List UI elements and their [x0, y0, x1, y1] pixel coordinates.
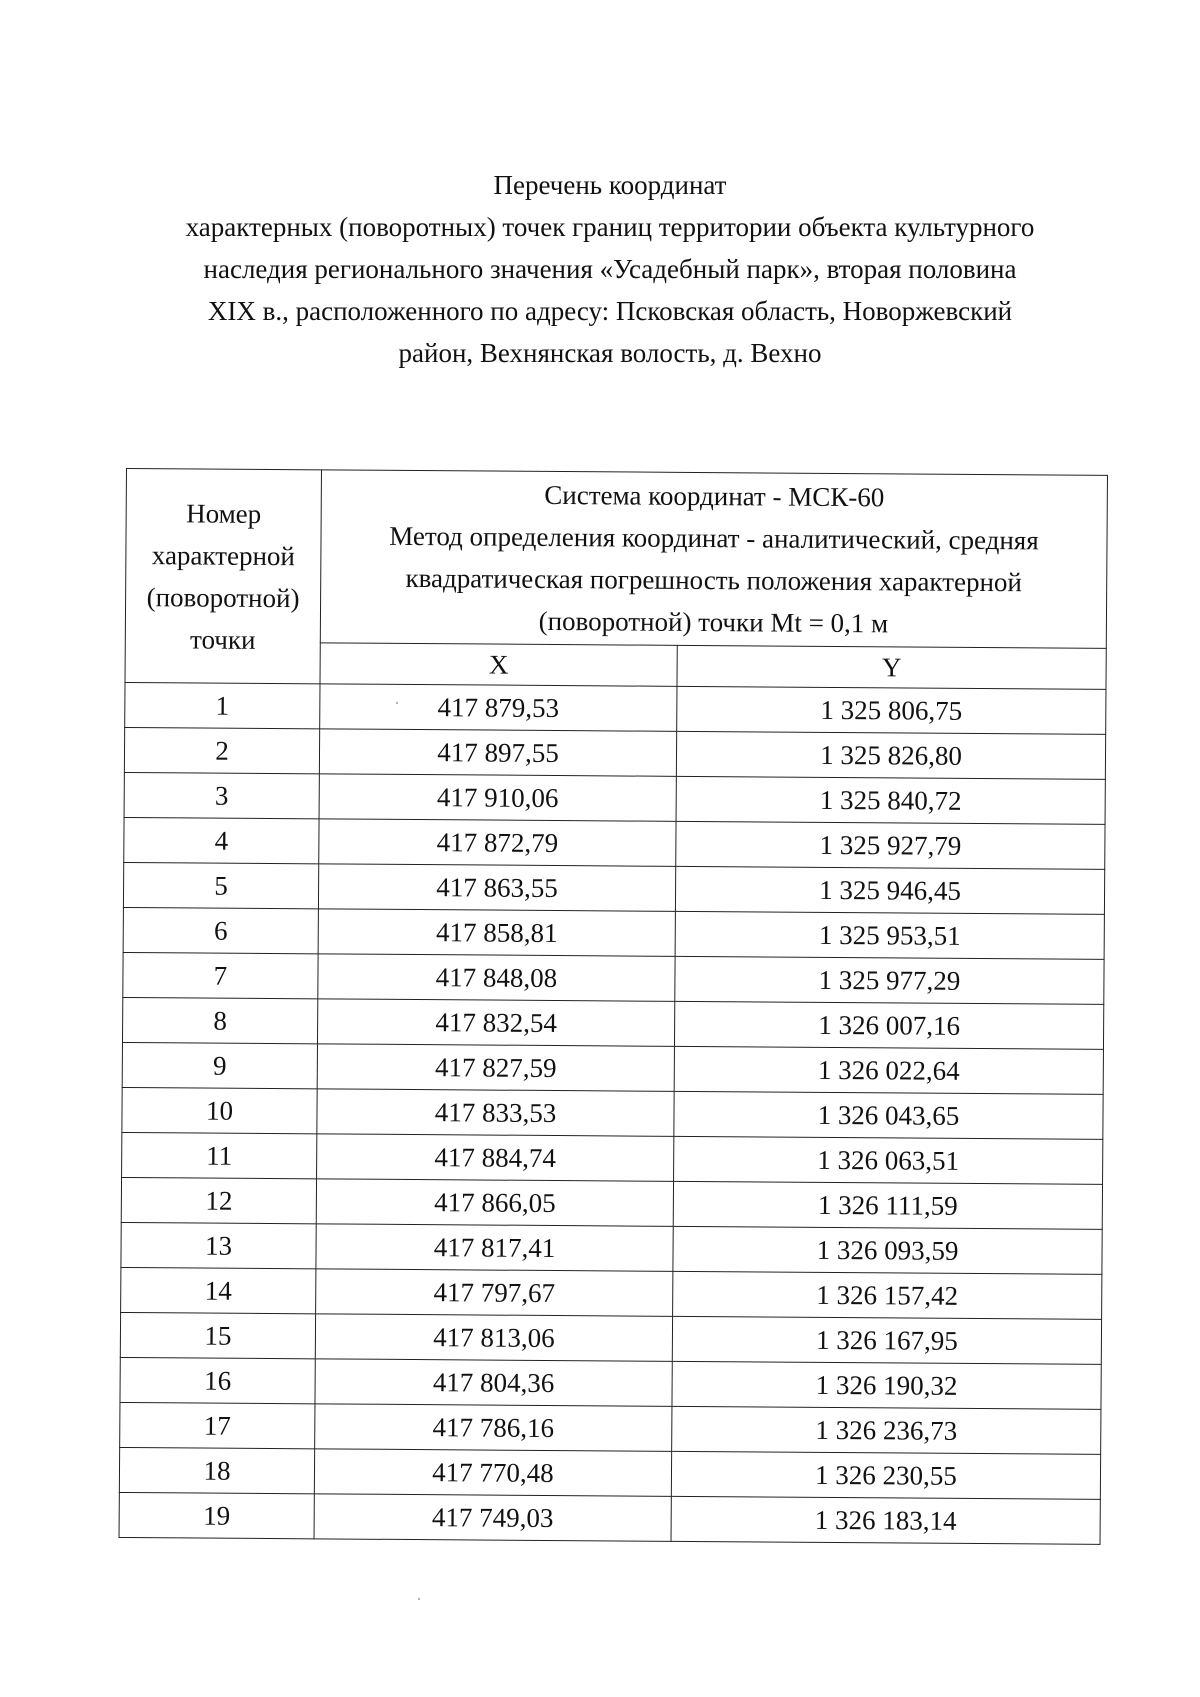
header-line: (поворотной) точки Mt = 0,1 м: [538, 605, 889, 639]
y-coordinate-cell: 1 326 022,64: [674, 1046, 1103, 1094]
y-coordinate-cell: 1 325 840,72: [676, 776, 1105, 824]
point-number-cell: 16: [120, 1357, 315, 1403]
header-line: Система координат - МСК-60: [544, 479, 885, 513]
table-row: [124, 772, 1105, 824]
table-row: [120, 1357, 1101, 1409]
point-number-cell: 18: [119, 1447, 314, 1493]
y-coordinate-cell: 1 325 977,29: [675, 956, 1104, 1004]
table-row: [123, 952, 1104, 1004]
x-coordinate-cell: 417 749,03: [314, 1494, 671, 1541]
y-coordinate-cell: 1 326 183,14: [671, 1496, 1100, 1544]
point-number-cell: 10: [122, 1087, 317, 1133]
header-line: квадратическая погрешность положения характерной: [405, 562, 1023, 598]
y-coordinate-cell: 1 326 236,73: [672, 1406, 1101, 1454]
point-number-cell: 12: [121, 1177, 316, 1223]
point-number-cell: 6: [123, 907, 318, 953]
table-row: [124, 727, 1105, 779]
point-number-cell: 14: [121, 1267, 316, 1313]
point-number-cell: 8: [122, 997, 317, 1043]
point-number-cell: 1: [125, 682, 320, 728]
x-coordinate-cell: 417 910,06: [319, 774, 676, 821]
x-coordinate-cell: 417 817,41: [316, 1224, 673, 1271]
table-row: [122, 1087, 1103, 1139]
x-coordinate-cell: 417 884,74: [317, 1134, 674, 1181]
point-number-cell: 15: [120, 1312, 315, 1358]
title-line: наследия регионального значения «Усадебный парк», вторая половина: [203, 254, 1017, 284]
point-number-cell: 4: [124, 817, 319, 863]
table-row: [121, 1222, 1102, 1274]
title-line: район, Вехнянская волость, д. Вехно: [398, 338, 822, 368]
document-title: [130, 164, 1090, 374]
title-line: Перечень координат: [493, 170, 727, 200]
table-row: [122, 997, 1103, 1049]
header-line: точки: [190, 623, 256, 655]
table-row: [120, 1402, 1101, 1454]
y-coordinate-cell: 1 326 157,42: [673, 1271, 1102, 1319]
table-row: [120, 1312, 1101, 1364]
coordinate-system-header: [320, 470, 1107, 648]
coordinates-table: [119, 468, 1108, 1545]
point-number-cell: 2: [124, 727, 319, 773]
title-line: характерных (поворотных) точек границ территории объекта культурного: [185, 212, 1035, 242]
x-coordinate-cell: 417 786,16: [315, 1404, 672, 1451]
point-number-cell: 19: [119, 1492, 314, 1538]
scan-speck: [418, 1598, 420, 1600]
y-coordinate-cell: 1 326 167,95: [672, 1316, 1101, 1364]
table-row: [121, 1267, 1102, 1319]
point-number-cell: 11: [122, 1132, 317, 1178]
y-coordinate-cell: 1 326 111,59: [673, 1181, 1102, 1229]
table-row: [119, 1492, 1100, 1544]
point-number-cell: 17: [120, 1402, 315, 1448]
y-coordinate-cell: 1 326 043,65: [674, 1091, 1103, 1139]
header-line: Номер: [186, 497, 262, 529]
x-coordinate-cell: 417 770,48: [314, 1449, 671, 1496]
point-number-cell: 3: [124, 772, 319, 818]
table-row: [122, 1132, 1103, 1184]
table-row: [122, 1042, 1103, 1094]
point-number-cell: 9: [122, 1042, 317, 1088]
table-row: [123, 907, 1104, 959]
y-coordinate-cell: 1 326 230,55: [671, 1451, 1100, 1499]
table-row: [123, 862, 1104, 914]
x-coordinate-cell: 417 813,06: [315, 1314, 672, 1361]
x-coordinate-cell: 417 872,79: [319, 819, 676, 866]
table-row: [125, 682, 1106, 734]
x-coordinate-cell: 417 832,54: [317, 999, 674, 1046]
header-line: характерной: [151, 539, 296, 571]
y-coordinate-cell: 1 325 927,79: [676, 821, 1105, 869]
x-coordinate-cell: 417 797,67: [316, 1269, 673, 1316]
y-coordinate-cell: 1 325 953,51: [675, 911, 1104, 959]
header-line: Метод определения координат - аналитический, средняя: [389, 520, 1039, 556]
y-coordinate-cell: 1 325 826,80: [676, 731, 1105, 779]
table-row: [124, 817, 1105, 869]
y-coordinate-cell: 1 326 007,16: [674, 1001, 1103, 1049]
y-coordinate-cell: 1 326 063,51: [674, 1136, 1103, 1184]
x-coordinate-cell: 417 858,81: [318, 909, 675, 956]
x-coordinate-cell: 417 804,36: [315, 1359, 672, 1406]
x-coordinate-cell: 417 863,55: [318, 864, 675, 911]
title-line: XIX в., расположенного по адресу: Псковская область, Новоржевский: [207, 296, 1013, 326]
table-row: [119, 1447, 1100, 1499]
y-coordinate-cell: 1 326 093,59: [673, 1226, 1102, 1274]
point-number-cell: 7: [123, 952, 318, 998]
y-coordinate-cell: 1 325 946,45: [675, 866, 1104, 914]
x-coordinate-cell: 417 866,05: [316, 1179, 673, 1226]
x-column-header: X: [320, 643, 677, 686]
x-coordinate-cell: 417 827,59: [317, 1044, 674, 1091]
y-coordinate-cell: 1 326 190,32: [672, 1361, 1101, 1409]
scan-speck: [396, 702, 398, 704]
table-body: [119, 682, 1106, 1544]
x-coordinate-cell: 417 848,08: [318, 954, 675, 1001]
header-line: (поворотной): [146, 581, 300, 613]
x-coordinate-cell: 417 879,53: [320, 684, 677, 731]
point-number-header: [125, 469, 321, 684]
table-row: [121, 1177, 1102, 1229]
point-number-cell: 5: [123, 862, 318, 908]
y-coordinate-cell: 1 325 806,75: [677, 686, 1106, 734]
x-coordinate-cell: 417 833,53: [317, 1089, 674, 1136]
y-column-header: Y: [677, 645, 1106, 689]
point-number-cell: 13: [121, 1222, 316, 1268]
x-coordinate-cell: 417 897,55: [319, 729, 676, 776]
